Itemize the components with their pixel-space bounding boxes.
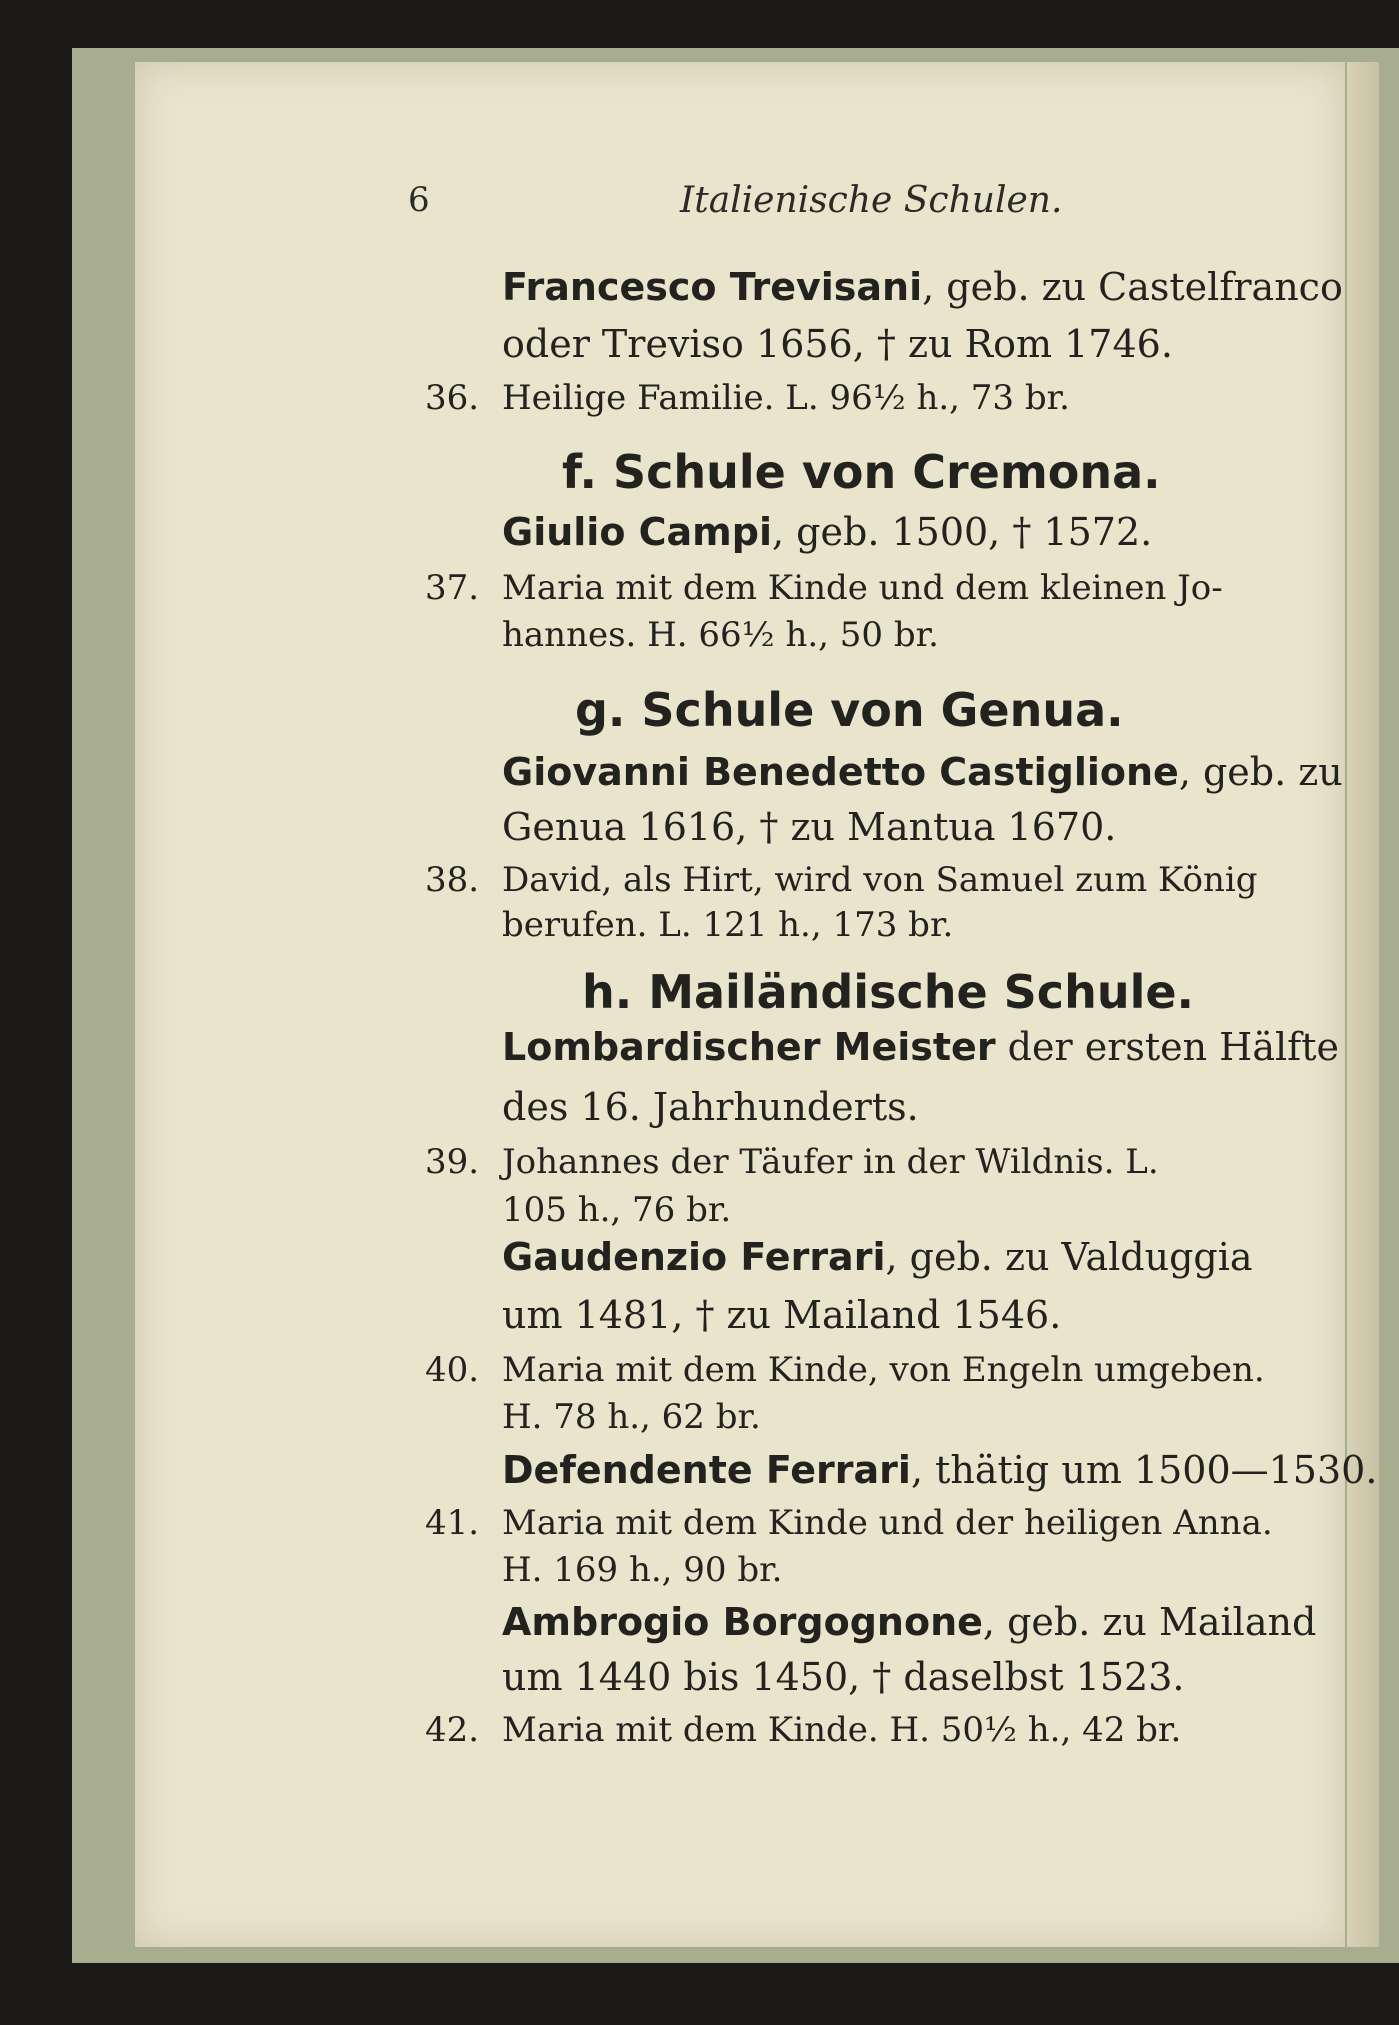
- catalogue-text: H. 169 h., 90 br.: [502, 1550, 783, 1590]
- page-header: [0, 180, 1399, 224]
- artist-name: Francesco Trevisani: [502, 265, 923, 309]
- catalogue-text: Maria mit dem Kinde und der heiligen Anna.: [502, 1503, 1273, 1543]
- artist-details: um 1481, † zu Mailand 1546.: [502, 1293, 1062, 1337]
- artist-details: , geb. zu Valduggia: [885, 1235, 1253, 1279]
- section-title: f. Schule von Cremona.: [562, 445, 1161, 499]
- artist-details: , geb. 1500, † 1572.: [772, 510, 1153, 554]
- catalogue-text: H. 78 h., 62 br.: [502, 1397, 761, 1437]
- artist-details: , geb. zu: [1178, 750, 1343, 794]
- artist-name: Giovanni Benedetto Castiglione: [502, 750, 1179, 794]
- page-edge: [1347, 62, 1379, 1947]
- running-title: Italienische Schulen.: [680, 180, 1063, 221]
- catalogue-number: 41.: [425, 1503, 480, 1543]
- catalogue-number: 37.: [425, 568, 480, 608]
- catalogue-number: 40.: [425, 1350, 480, 1390]
- artist-details: um 1440 bis 1450, † daselbst 1523.: [502, 1655, 1185, 1699]
- catalogue-text: 105 h., 76 br.: [502, 1190, 732, 1230]
- catalogue-number: 36.: [425, 378, 480, 418]
- artist-details: , thätig um 1500—1530.: [910, 1448, 1378, 1492]
- catalogue-text: David, als Hirt, wird von Samuel zum König: [502, 860, 1258, 900]
- catalogue-text: Johannes der Täufer in der Wildnis. L.: [502, 1142, 1159, 1182]
- artist-details: des 16. Jahrhunderts.: [502, 1085, 919, 1129]
- artist-details: , geb. zu Mailand: [982, 1600, 1317, 1644]
- catalogue-text: hannes. H. 66½ h., 50 br.: [502, 615, 939, 655]
- catalogue-number: 38.: [425, 860, 480, 900]
- artist-details: , geb. zu Castelfranco: [922, 265, 1343, 309]
- page-number: 6: [408, 180, 430, 220]
- catalogue-text: Maria mit dem Kinde und dem kleinen Jo-: [502, 568, 1223, 608]
- section-title: g. Schule von Genua.: [575, 683, 1124, 737]
- artist-name: Lombardischer Meister: [502, 1025, 996, 1069]
- artist-details: der ersten Hälfte: [995, 1025, 1339, 1069]
- artist-details: oder Treviso 1656, † zu Rom 1746.: [502, 322, 1173, 366]
- catalogue-text: Heilige Familie. L. 96½ h., 73 br.: [502, 378, 1070, 418]
- artist-name: Defendente Ferrari: [502, 1448, 911, 1492]
- artist-details: Genua 1616, † zu Mantua 1670.: [502, 805, 1117, 849]
- artist-name: Giulio Campi: [502, 510, 773, 554]
- artist-name: Ambrogio Borgognone: [502, 1600, 983, 1644]
- catalogue-number: 42.: [425, 1710, 480, 1750]
- catalogue-text: berufen. L. 121 h., 173 br.: [502, 905, 954, 945]
- catalogue-text: Maria mit dem Kinde, von Engeln umgeben.: [502, 1350, 1265, 1390]
- artist-name: Gaudenzio Ferrari: [502, 1235, 886, 1279]
- catalogue-number: 39.: [425, 1142, 480, 1182]
- catalogue-text: Maria mit dem Kinde. H. 50½ h., 42 br.: [502, 1710, 1182, 1750]
- section-title: h. Mailändische Schule.: [582, 965, 1195, 1019]
